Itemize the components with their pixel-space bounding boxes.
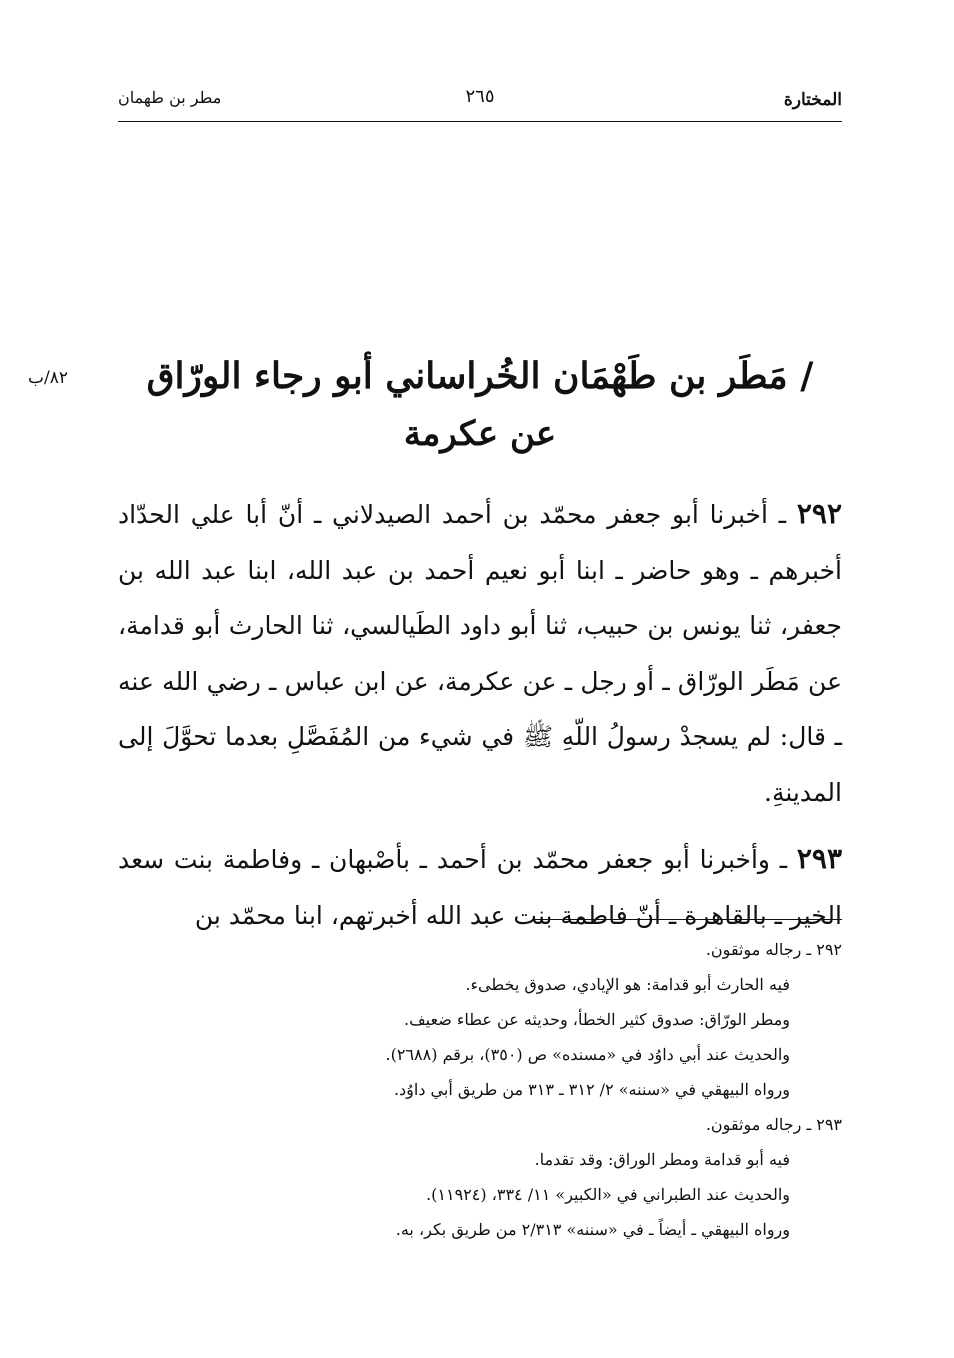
page-number: ٢٦٥ (465, 86, 495, 107)
footnote-line: ورواه البيهقي ـ أيضاً ـ في «سننه» ٢/٣١٣ من طريق بكر، به. (395, 1220, 790, 1239)
footnote-head-text: ـ رجاله موثقون. (705, 1115, 817, 1134)
book-title: المختارة (783, 90, 842, 110)
hadith-paragraph (118, 486, 842, 820)
hadith-text: ـ أخبرنا أبو جعفر محمّد بن أحمد الصيدلاني ـ أنّ أبا علي الحدّاد أخبرهم ـ وهو حاضر ـ ابنا أبو نعيم أحمد بن عبد الله، ابنا عبد الله بن جعفر، ثنا يونس بن حبيب، ثنا أبو داود الطَيالسي، ثنا الحارث أبو قدامة، عن مَطَر الورّاق ـ أو رجل ـ عن عكرمة، عن ابن عباس ـ رضي الله عنه ـ قال: لم يسجدْ رسولُ اللّهِ ﷺ في شيء من المُفَصَّلِ بعدما تحوَّلَ إلى المدينةِ. (118, 500, 842, 807)
chapter-title-line-2: عن عكرمة (403, 414, 557, 454)
footnote (118, 932, 842, 1107)
footnote-line: والحديث عند الطبراني في «الكبير» ١١/ ٣٣٤، (١١٩٢٤). (426, 1185, 790, 1204)
footnote-head (118, 932, 842, 967)
section-title: مطر بن طهمان (118, 88, 222, 107)
footnotes (118, 932, 842, 1247)
hadith-paragraph (118, 831, 842, 943)
footnote-rule (532, 919, 842, 920)
chapter-title-line-1: / مَطَر بن طَهْمَان الخُراساني أبو رجاء الورّاق (146, 355, 814, 397)
main-text (118, 486, 842, 943)
footnote-line: فيه الحارث أبو قدامة: هو الإيادي، صدوق يخطىء. (465, 975, 790, 994)
running-header (118, 82, 842, 122)
manuscript-folio-note: ٨٢/ب (28, 368, 68, 388)
footnote-head (118, 1107, 842, 1142)
hadith-number: ٢٩٢ (796, 497, 842, 530)
footnote-line: ومطر الورّاق: صدوق كثير الخطأ، وحديثه عن عطاء ضعيف. (404, 1010, 790, 1029)
chapter-title (118, 345, 842, 461)
hadith-text: ـ وأخبرنا أبو جعفر محمّد بن أحمد ـ بأصْبهان ـ وفاطمة بنت سعد الخير ـ بالقاهرة ـ أنّ فاطمة بنت عبد الله أخبرتهم، ابنا محمّد بن (118, 845, 842, 930)
footnote-head-text: ـ رجاله موثقون. (705, 940, 817, 959)
footnote-number: ٢٩٢ (816, 940, 842, 959)
footnote (118, 1107, 842, 1247)
hadith-number: ٢٩٣ (796, 842, 842, 875)
footnote-line: ورواه البيهقي في «سننه» ٢/ ٣١٢ ـ ٣١٣ من طريق أبي داوُد. (393, 1080, 790, 1099)
footnote-line: فيه أبو قدامة ومطر الوراق: وقد تقدما. (534, 1150, 790, 1169)
footnote-number: ٢٩٣ (816, 1115, 842, 1134)
header-rule (118, 121, 842, 122)
footnote-line: والحديث عند أبي داوُد في «مسنده» ص (٣٥٠)، برقم (٢٦٨٨). (385, 1045, 790, 1064)
